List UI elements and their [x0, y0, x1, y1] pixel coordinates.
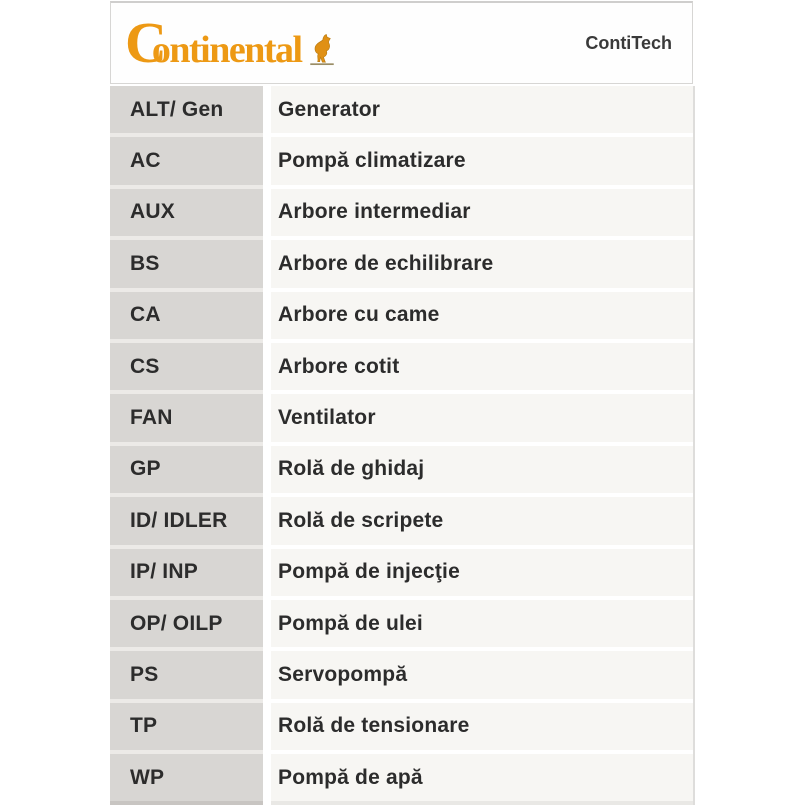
- label-cell: Rolă de ghidaj: [271, 446, 693, 497]
- column-gap: [263, 446, 271, 497]
- code-cell: ID/ IDLER: [110, 497, 263, 548]
- column-gap: [263, 292, 271, 343]
- rearing-horse-icon: [309, 34, 335, 71]
- code-cell: AC: [110, 137, 263, 188]
- label-cell: Ventilator: [271, 394, 693, 445]
- code-cell: GP: [110, 446, 263, 497]
- column-gap: [263, 651, 271, 702]
- label-cell: Pompă de ulei: [271, 600, 693, 651]
- code-cell: OP/ OILP: [110, 600, 263, 651]
- table-row: [110, 754, 693, 805]
- table-row: [110, 549, 693, 600]
- logo-wordmark-cap: C: [125, 10, 165, 75]
- code-cell: WP: [110, 754, 263, 805]
- table-row: [110, 497, 693, 548]
- label-cell: Rolă de scripete: [271, 497, 693, 548]
- column-gap: [263, 394, 271, 445]
- code-cell: TP: [110, 703, 263, 754]
- label-cell: Servopompă: [271, 651, 693, 702]
- code-cell: FAN: [110, 394, 263, 445]
- table-row: [110, 343, 693, 394]
- brand-header: [110, 1, 693, 84]
- column-gap: [263, 137, 271, 188]
- label-cell: Arbore de echilibrare: [271, 240, 693, 291]
- abbreviation-table: [110, 86, 695, 805]
- code-cell: AUX: [110, 189, 263, 240]
- column-gap: [263, 703, 271, 754]
- table-row: [110, 240, 693, 291]
- label-cell: Arbore cu came: [271, 292, 693, 343]
- column-gap: [263, 497, 271, 548]
- column-gap: [263, 240, 271, 291]
- label-cell: Arbore cotit: [271, 343, 693, 394]
- table-row: [110, 446, 693, 497]
- code-cell: PS: [110, 651, 263, 702]
- label-cell: Pompă de injecţie: [271, 549, 693, 600]
- code-cell: CS: [110, 343, 263, 394]
- code-cell: BS: [110, 240, 263, 291]
- table-row: [110, 137, 693, 188]
- column-gap: [263, 189, 271, 240]
- column-gap: [263, 754, 271, 805]
- table-row: [110, 703, 693, 754]
- column-gap: [263, 600, 271, 651]
- table-row: [110, 86, 693, 137]
- table-row: [110, 292, 693, 343]
- label-cell: Pompă climatizare: [271, 137, 693, 188]
- code-cell: IP/ INP: [110, 549, 263, 600]
- label-cell: Arbore intermediar: [271, 189, 693, 240]
- column-gap: [263, 549, 271, 600]
- table-row: [110, 651, 693, 702]
- logo-wordmark-rest: ontinental: [151, 29, 302, 71]
- table-row: [110, 394, 693, 445]
- table-row: [110, 189, 693, 240]
- column-gap: [263, 86, 271, 137]
- label-cell: Generator: [271, 86, 693, 137]
- continental-logo: [125, 10, 335, 75]
- subbrand-label: ContiTech: [585, 32, 672, 53]
- table-row: [110, 600, 693, 651]
- code-cell: CA: [110, 292, 263, 343]
- label-cell: Rolă de tensionare: [271, 703, 693, 754]
- code-cell: ALT/ Gen: [110, 86, 263, 137]
- column-gap: [263, 343, 271, 394]
- label-cell: Pompă de apă: [271, 754, 693, 805]
